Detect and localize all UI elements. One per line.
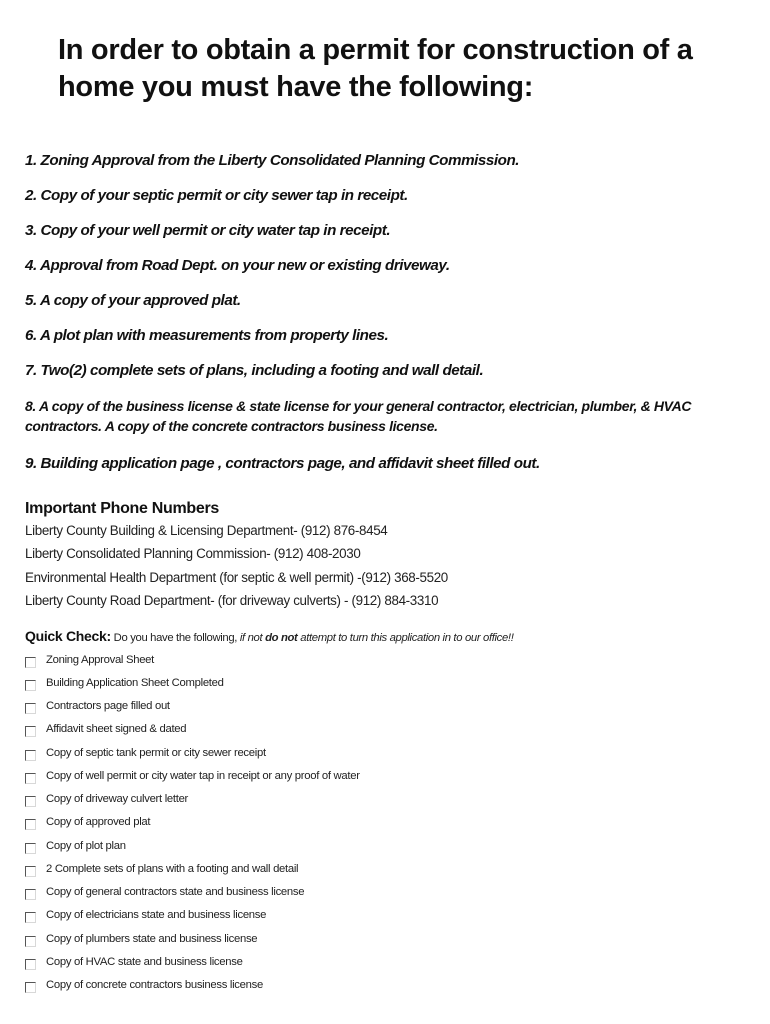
checklist-item-affidavit [25, 720, 186, 738]
checklist-item-general-contractor-license [25, 883, 304, 901]
checklist-item-approved-plat [25, 813, 150, 831]
requirement-3: 3. Copy of your well permit or city water tap in receipt. [25, 222, 391, 239]
checklist-item-label: Copy of HVAC state and business license [46, 956, 243, 968]
checklist-item-label: Zoning Approval Sheet [46, 654, 155, 666]
checkbox[interactable] [25, 843, 36, 854]
checklist-item-label: Copy of septic tank permit or city sewer receipt [46, 747, 266, 759]
checklist-item-label: Copy of well permit or city water tap in receipt or any proof of water [46, 770, 360, 782]
checklist-item-plot-plan [25, 837, 126, 855]
checklist-item-label: Building Application Sheet Completed [46, 677, 224, 689]
checkbox[interactable] [25, 657, 36, 668]
checkbox[interactable] [25, 959, 36, 970]
checklist-item-contractors-page [25, 697, 170, 715]
requirement-9: 9. Building application page , contractors page, and affidavit sheet filled out. [25, 455, 540, 472]
requirement-1: 1. Zoning Approval from the Liberty Consolidated Planning Commission. [25, 152, 520, 169]
checklist-item-well-permit [25, 767, 360, 785]
quick-check-heading [25, 628, 755, 646]
checkbox[interactable] [25, 773, 36, 784]
checklist-item-label: Copy of approved plat [46, 816, 151, 828]
checklist-item-septic-permit [25, 744, 266, 762]
phone-numbers-heading: Important Phone Numbers [25, 500, 220, 517]
checkbox[interactable] [25, 703, 36, 714]
checkbox[interactable] [25, 866, 36, 877]
checkbox[interactable] [25, 936, 36, 947]
page-title: In order to obtain a permit for construction of a home you must have the following: [58, 34, 693, 103]
checklist-item-label: Contractors page filled out [46, 700, 170, 712]
quick-check-text-2: if not [239, 632, 266, 644]
requirement-5: 5. A copy of your approved plat. [25, 292, 241, 309]
checklist-item-electrician-license [25, 906, 266, 924]
checkbox[interactable] [25, 726, 36, 737]
checkbox[interactable] [25, 912, 36, 923]
checklist-item-sets-of-plans [25, 860, 298, 878]
checklist-item-concrete-contractor-license [25, 976, 263, 994]
checkbox[interactable] [25, 680, 36, 691]
checklist-item-building-application [25, 674, 224, 692]
checkbox[interactable] [25, 889, 36, 900]
phone-environmental-health: Environmental Health Department (for septic & well permit) -(912) 368-5520 [25, 570, 448, 585]
requirement-4: 4. Approval from Road Dept. on your new or existing driveway. [25, 257, 450, 274]
checkbox[interactable] [25, 750, 36, 761]
quick-check-text-1: Do you have the following, [110, 632, 240, 644]
quick-check-text-3: do not [265, 632, 298, 644]
checklist-item-label: Copy of plot plan [46, 840, 126, 852]
checklist-item-label: Copy of plumbers state and business license [46, 933, 258, 945]
requirement-6: 6. A plot plan with measurements from property lines. [25, 327, 389, 344]
checklist-item-label: Copy of general contractors state and business license [46, 886, 305, 898]
requirement-7: 7. Two(2) complete sets of plans, including a footing and wall detail. [25, 362, 484, 379]
checklist-item-hvac-license [25, 953, 243, 971]
phone-road-department: Liberty County Road Department- (for driveway culverts) - (912) 884-3310 [25, 593, 439, 608]
quick-check-text-4: attempt to turn this application in to our office!! [297, 632, 514, 644]
checkbox[interactable] [25, 982, 36, 993]
checklist-item-plumber-license [25, 930, 257, 948]
checkbox[interactable] [25, 819, 36, 830]
phone-planning-commission: Liberty Consolidated Planning Commission- (912) 408-2030 [25, 546, 361, 561]
checklist-item-label: Copy of driveway culvert letter [46, 793, 189, 805]
requirement-2: 2. Copy of your septic permit or city sewer tap in receipt. [25, 187, 408, 204]
checklist-item-driveway-culvert [25, 790, 188, 808]
checklist-item-label: 2 Complete sets of plans with a footing and wall detail [46, 863, 299, 875]
checkbox[interactable] [25, 796, 36, 807]
phone-building-licensing: Liberty County Building & Licensing Department- (912) 876-8454 [25, 523, 388, 538]
requirement-8: 8. A copy of the business license & state license for your general contractor, electrician, plumber, & HVAC contractors. A copy of the concrete contractors business license. [25, 398, 692, 434]
checklist-item-zoning-approval [25, 651, 154, 669]
checklist-item-label: Affidavit sheet signed & dated [46, 723, 187, 735]
checklist-item-label: Copy of concrete contractors business license [46, 979, 263, 991]
quick-check-label: Quick Check: [25, 628, 111, 644]
checklist-item-label: Copy of electricians state and business license [46, 909, 267, 921]
